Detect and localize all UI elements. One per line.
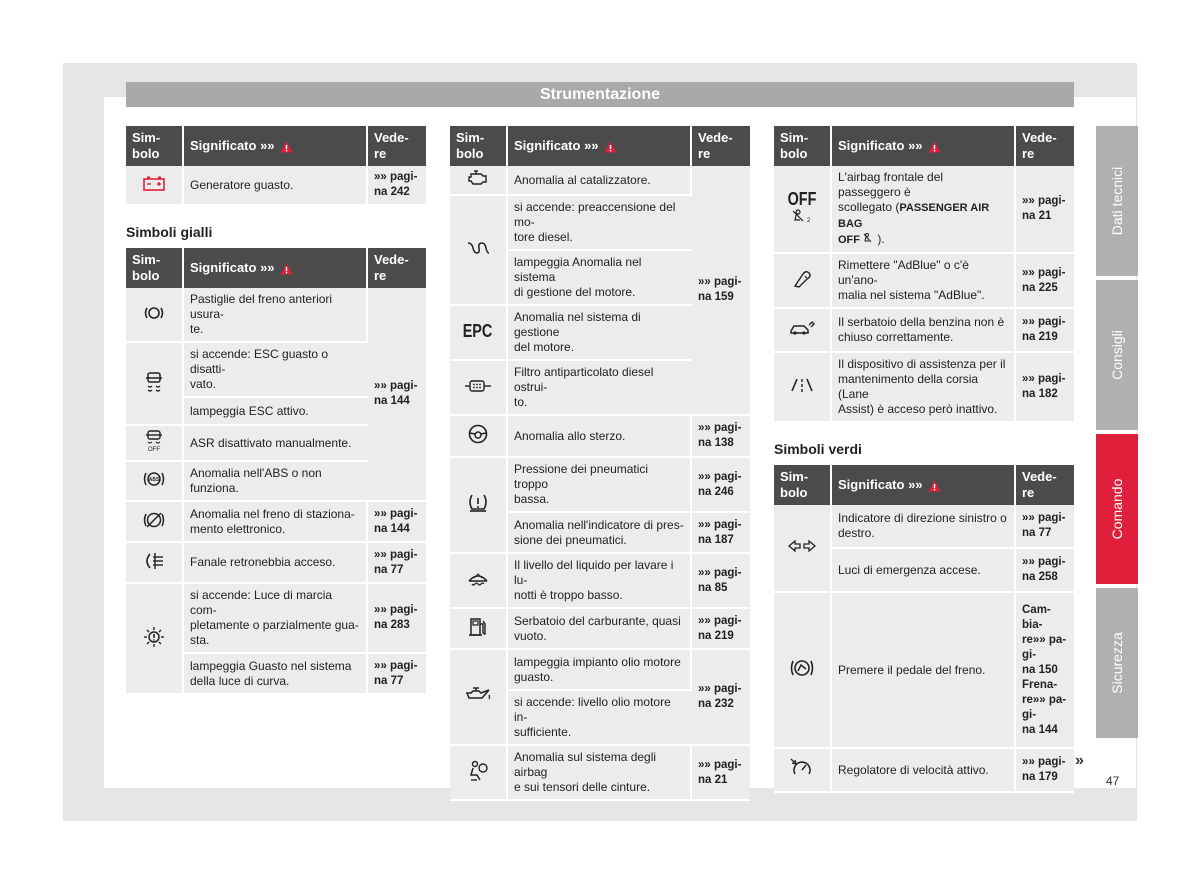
table-row: Il dispositivo di assistenza per il mantenimento della corsia (Lane Assist) è acceso però inattivo. »» pagi- na 182: [774, 353, 1074, 423]
steering-wheel-icon: [467, 423, 489, 445]
diesel-particulate-filter-icon: [464, 379, 492, 393]
table-row: Regolatore di velocità attivo. »» pagi- na 179: [774, 749, 1074, 793]
table-row: Premere il pedale del freno. Cam- bia- re»» pa- gi- na 150 Frena- re»» pa- gi- na 144: [774, 593, 1074, 749]
tyre-pressure-icon: [466, 492, 490, 514]
table-row: EPC Anomalia nel sistema di gestione del motore.: [450, 306, 750, 361]
adblue-icon: [791, 268, 813, 290]
abs-icon: [142, 470, 166, 488]
table-row: ABS Anomalia nell'ABS o non funziona.: [126, 462, 426, 502]
table-row: Rimettere "AdBlue" o c'è un'ano- malia nel sistema "AdBlue". »» pagi- na 225: [774, 254, 1074, 309]
table-row: si accende: preaccensione del mo- tore diesel.: [450, 196, 750, 251]
table-row: Fanale retronebbia acceso. »» pagi- na 77: [126, 543, 426, 584]
passenger-seat-icon: [792, 209, 812, 223]
airbag-off-icon: OFF 2: [787, 189, 817, 223]
rear-fog-light-icon: [143, 552, 165, 570]
th-meaning: Significato »»: [184, 126, 368, 166]
glow-plug-icon: [466, 241, 490, 255]
washer-fluid-icon: [466, 569, 490, 589]
page-number: 47: [1106, 774, 1120, 788]
table-row: Serbatoio del carburante, quasi vuoto. »» pagi- na 219: [450, 609, 750, 650]
th-symbol: Sim- bolo: [126, 126, 184, 166]
table-row: Pastiglie del freno anteriori usura- te. »» pagi- na 144: [126, 288, 426, 343]
green-symbols-table: Sim- bolo Significato »» Vede- re Indicatore di direzione sinistro o destro. »» pagi- na 77 Luci di emergenza accese. »» pagi- na 258 Premere il pedale del freno. Cam- bia- re»» pa- gi- na 150 Frena- re»» pa- gi- na 144 Regolatore di velocità attivo. »» pagi- na 179: [774, 465, 1074, 793]
table-row: Filtro antiparticolato diesel ostrui- to.: [450, 361, 750, 416]
tab-comando[interactable]: Comando: [1096, 434, 1138, 584]
table-row: lampeggia Anomalia nel sistema di gestione del motore.: [450, 251, 750, 306]
table-row: Il livello del liquido per lavare i lu- notti è troppo basso. »» pagi- na 85: [450, 554, 750, 609]
brake-pedal-icon: [790, 657, 814, 679]
epc-icon: EPC: [463, 321, 493, 341]
page-header: Strumentazione: [126, 82, 1074, 107]
table-row: Anomalia al catalizzatore. »» pagi- na 159: [450, 166, 750, 196]
oil-can-icon: [464, 687, 492, 703]
table-row: Il serbatoio della benzina non è chiuso correttamente. »» pagi- na 219: [774, 309, 1074, 353]
table-row: Luci di emergenza accese. »» pagi- na 258: [774, 549, 1074, 593]
cruise-control-icon: [790, 758, 814, 778]
svg-text:OFF: OFF: [148, 447, 160, 452]
section-title-green: Simboli verdi: [774, 441, 862, 457]
light-fault-icon: [142, 626, 166, 648]
table-row: lampeggia Guasto nel sistema della luce di curva. »» pagi- na 77: [126, 654, 426, 695]
yellow-symbols-table-continued: Sim- bolo Significato »» Vede- re Anomalia al catalizzatore. »» pagi- na 159 si accende: preaccensione del mo- tore diesel. lampeggia Anomalia nel sistema di gestione del motore. EPC Anomalia nel sistema di gestione del motore. Filtro antiparticolato diesel ostrui- to. Anomalia allo sterzo. »» pagi- na 138 Pressione dei pneumatici troppo bassa. »» pagi- na 246 Anomalia nell'indicatore di pres- sione dei pneumatici. »» pagi- na 187 Il livello del liquido per lavare i lu- notti è troppo basso. »» pagi- na 85 Serbatoio del carburante, quasi vuoto. »» pagi- na 219 lampeggia impianto olio motore guasto. »» pagi- na 232 si accende: livello olio motore in- sufficiente. Anomalia sul sistema degli airbag e sui tensori delle cinture. »» pagi- na 21: [450, 126, 750, 801]
svg-text:2: 2: [807, 218, 811, 223]
warning-triangle-icon: [280, 141, 293, 153]
red-symbols-table: [126, 126, 426, 206]
fuel-pump-icon: [468, 616, 488, 638]
column-1: [126, 126, 426, 695]
table-row: si accende: Luce di marcia com- pletamente o parzialmente gua- sta. »» pagi- na 283: [126, 584, 426, 654]
table-row: Anomalia nell'indicatore di pres- sione dei pneumatici. »» pagi- na 187: [450, 513, 750, 554]
tab-consigli[interactable]: Consigli: [1096, 280, 1138, 430]
table-row: Generatore guasto. »» pagi- na 242: [126, 166, 426, 206]
svg-text:ABS: ABS: [148, 477, 160, 483]
passenger-seat-small-icon: [863, 233, 877, 243]
table-row: Anomalia sul sistema degli airbag e sui tensori delle cinture. »» pagi- na 21: [450, 746, 750, 801]
brake-pad-icon: [143, 304, 165, 322]
table-row: Anomalia nel freno di staziona- mento elettronico. »» pagi- na 144: [126, 502, 426, 543]
parking-brake-fault-icon: [143, 510, 165, 530]
tab-dati-tecnici[interactable]: Dati tecnici: [1096, 126, 1138, 276]
warning-triangle-icon: [928, 480, 941, 492]
table-row: si accende: livello olio motore in- sufficiente.: [450, 691, 750, 746]
table-row: lampeggia impianto olio motore guasto. »» pagi- na 232: [450, 650, 750, 691]
warning-triangle-icon: [604, 141, 617, 153]
warning-triangle-icon: [280, 263, 293, 275]
table-row: OFF ASR disattivato manualmente.: [126, 426, 426, 462]
turn-signal-icon: [788, 539, 816, 553]
engine-icon: [466, 170, 490, 186]
table-row: Indicatore di direzione sinistro o destro. »» pagi- na 77: [774, 505, 1074, 549]
warning-triangle-icon: [928, 141, 941, 153]
esc-icon: [144, 371, 164, 393]
fuel-cap-icon: [789, 319, 815, 337]
table-row: OFF 2 L'airbag frontale del passeggero è scollegato (PASSENGER AIR BAG OFF ). »» pagi- na 21: [774, 166, 1074, 254]
airbag-seatbelt-icon: [467, 760, 489, 782]
yellow-symbols-table: Sim- bolo Significato »» Vede- re Pastiglie del freno anteriori usura- te. »» pagi- na 144 si accende: ESC guasto o disatti- vato. lampeggia ESC attivo. OFF ASR disattivato manualmente. ABS Anomalia nell'ABS o non funziona. Anomalia nel freno di staziona- mento elettronico. »» pagi- na 144 Fanale retronebbia acceso. »» pagi- na 77 si accende: Luce di marcia com- pletamente o parzialmente gua- sta. »» pagi- na 283 lampeggia Guasto nel sistema della luce di curva. »» pagi- na 77: [126, 248, 426, 695]
table-row: si accende: ESC guasto o disatti- vato.: [126, 343, 426, 398]
yellow-symbols-table-end: Sim- bolo Significato »» Vede- re OFF 2 L'airbag frontale del passeggero è scollegato (PASSENGER AIR BAG OFF ). »» pagi- na 21 Rimettere "AdBlue" o c'è un'ano- malia nel sistema "AdBlue". »» pagi- na 225 Il serbatoio della benzina non è chiuso correttamente. »» pagi- na 219 Il dispositivo di assistenza per il mantenimento della corsia (Lane Assist) è acceso però inattivo. »» pagi- na 182: [774, 126, 1074, 423]
continue-arrows: »: [1075, 752, 1084, 769]
tab-sicurezza[interactable]: Sicurezza: [1096, 588, 1138, 738]
column-2: [450, 126, 750, 801]
section-title-yellow: Simboli gialli: [126, 224, 213, 240]
th-see: Vede- re: [368, 126, 426, 166]
table-row: lampeggia ESC attivo.: [126, 398, 426, 426]
battery-icon: [142, 175, 166, 191]
table-row: Anomalia allo sterzo. »» pagi- na 138: [450, 416, 750, 458]
column-3: [774, 126, 1074, 793]
table-row: Pressione dei pneumatici troppo bassa. »» pagi- na 246: [450, 458, 750, 513]
asr-off-icon: [144, 430, 164, 452]
lane-assist-icon: [789, 377, 815, 393]
